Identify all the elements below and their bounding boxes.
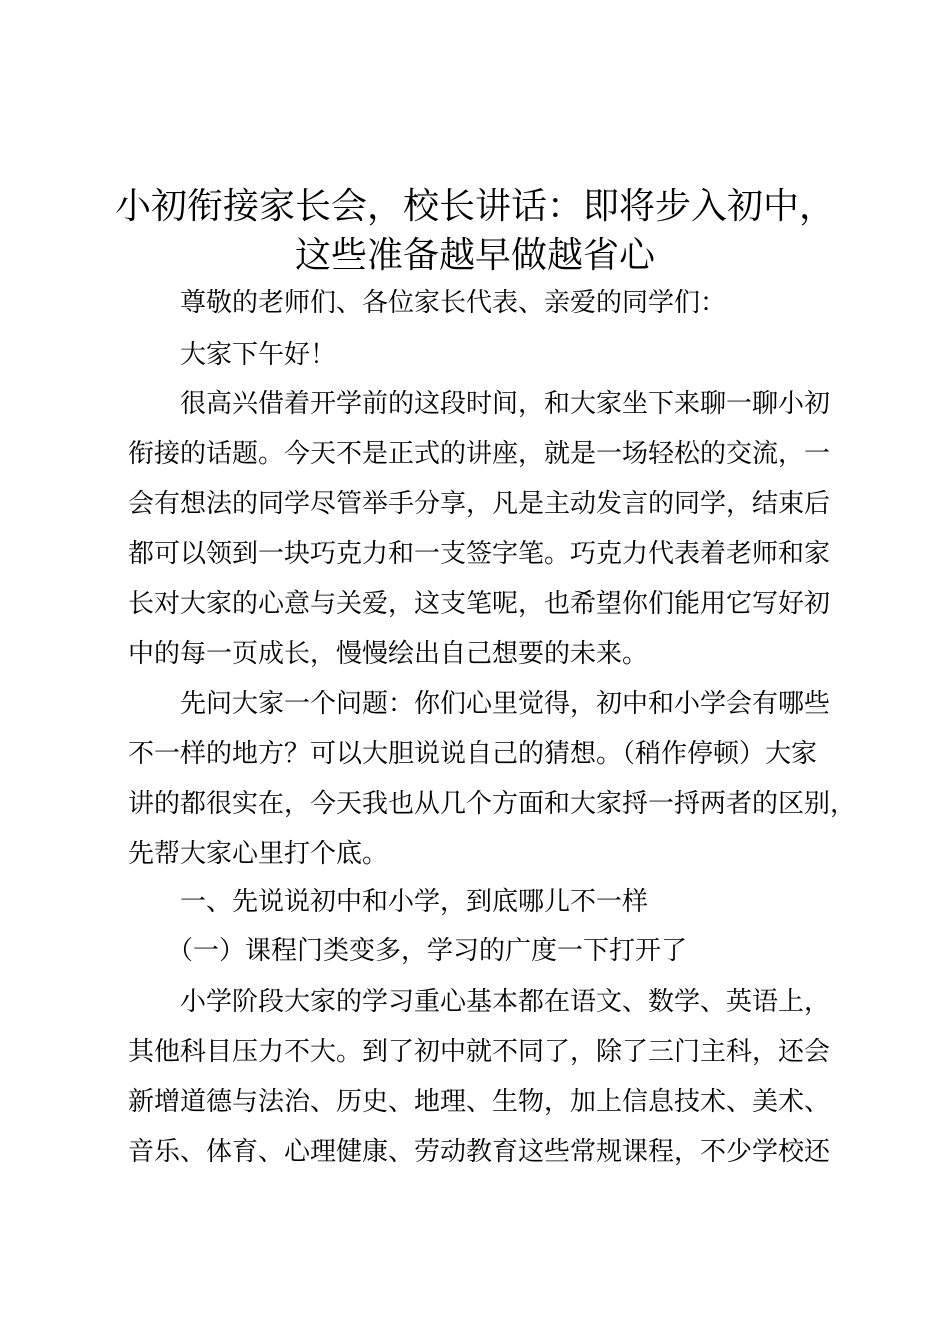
salutation: 尊敬的老师们、各位家长代表、亲爱的同学们： [128, 288, 727, 318]
paragraph-line: 都可以领到一块巧克力和一支签字笔。巧克力代表着老师和家 [128, 539, 831, 569]
subsection-heading: （一）课程门类变多，学习的广度一下打开了 [128, 936, 688, 966]
section-heading: 一、先说说初中和小学，到底哪儿不一样 [128, 887, 649, 917]
paragraph-line: 长对大家的心意与关爱，这支笔呢，也希望你们能用它写好初 [128, 589, 831, 619]
greeting: 大家下午好！ [128, 340, 337, 370]
paragraph-line: 讲的都很实在，今天我也从几个方面和大家捋一捋两者的区别， [128, 789, 857, 819]
paragraph-line: 小学阶段大家的学习重心基本都在语文、数学、英语上， [128, 987, 831, 1017]
paragraph-line: 先帮大家心里打个底。 [128, 839, 389, 869]
paragraph-line: 中的每一页成长，慢慢绘出自己想要的未来。 [128, 639, 649, 669]
document-title-line-2: 这些准备越早做越省心 [294, 235, 655, 276]
document-title-line-1: 小初衔接家长会，校长讲话：即将步入初中， [114, 186, 835, 227]
paragraph-line: 不一样的地方？可以大胆说说自己的猜想。（稍作停顿）大家 [128, 739, 818, 769]
paragraph-line: 新增道德与法治、历史、地理、生物，加上信息技术、美术、 [128, 1087, 831, 1117]
paragraph-line: 衔接的话题。今天不是正式的讲座，就是一场轻松的交流，一 [128, 439, 831, 469]
paragraph-line: 先问大家一个问题：你们心里觉得，初中和小学会有哪些 [128, 689, 831, 719]
paragraph-line: 会有想法的同学尽管举手分享，凡是主动发言的同学，结束后 [128, 489, 831, 519]
paragraph-line: 很高兴借着开学前的这段时间，和大家坐下来聊一聊小初 [128, 389, 831, 419]
paragraph-line: 音乐、体育、心理健康、劳动教育这些常规课程，不少学校还 [128, 1137, 831, 1167]
paragraph-line: 其他科目压力不大。到了初中就不同了，除了三门主科，还会 [128, 1037, 831, 1067]
